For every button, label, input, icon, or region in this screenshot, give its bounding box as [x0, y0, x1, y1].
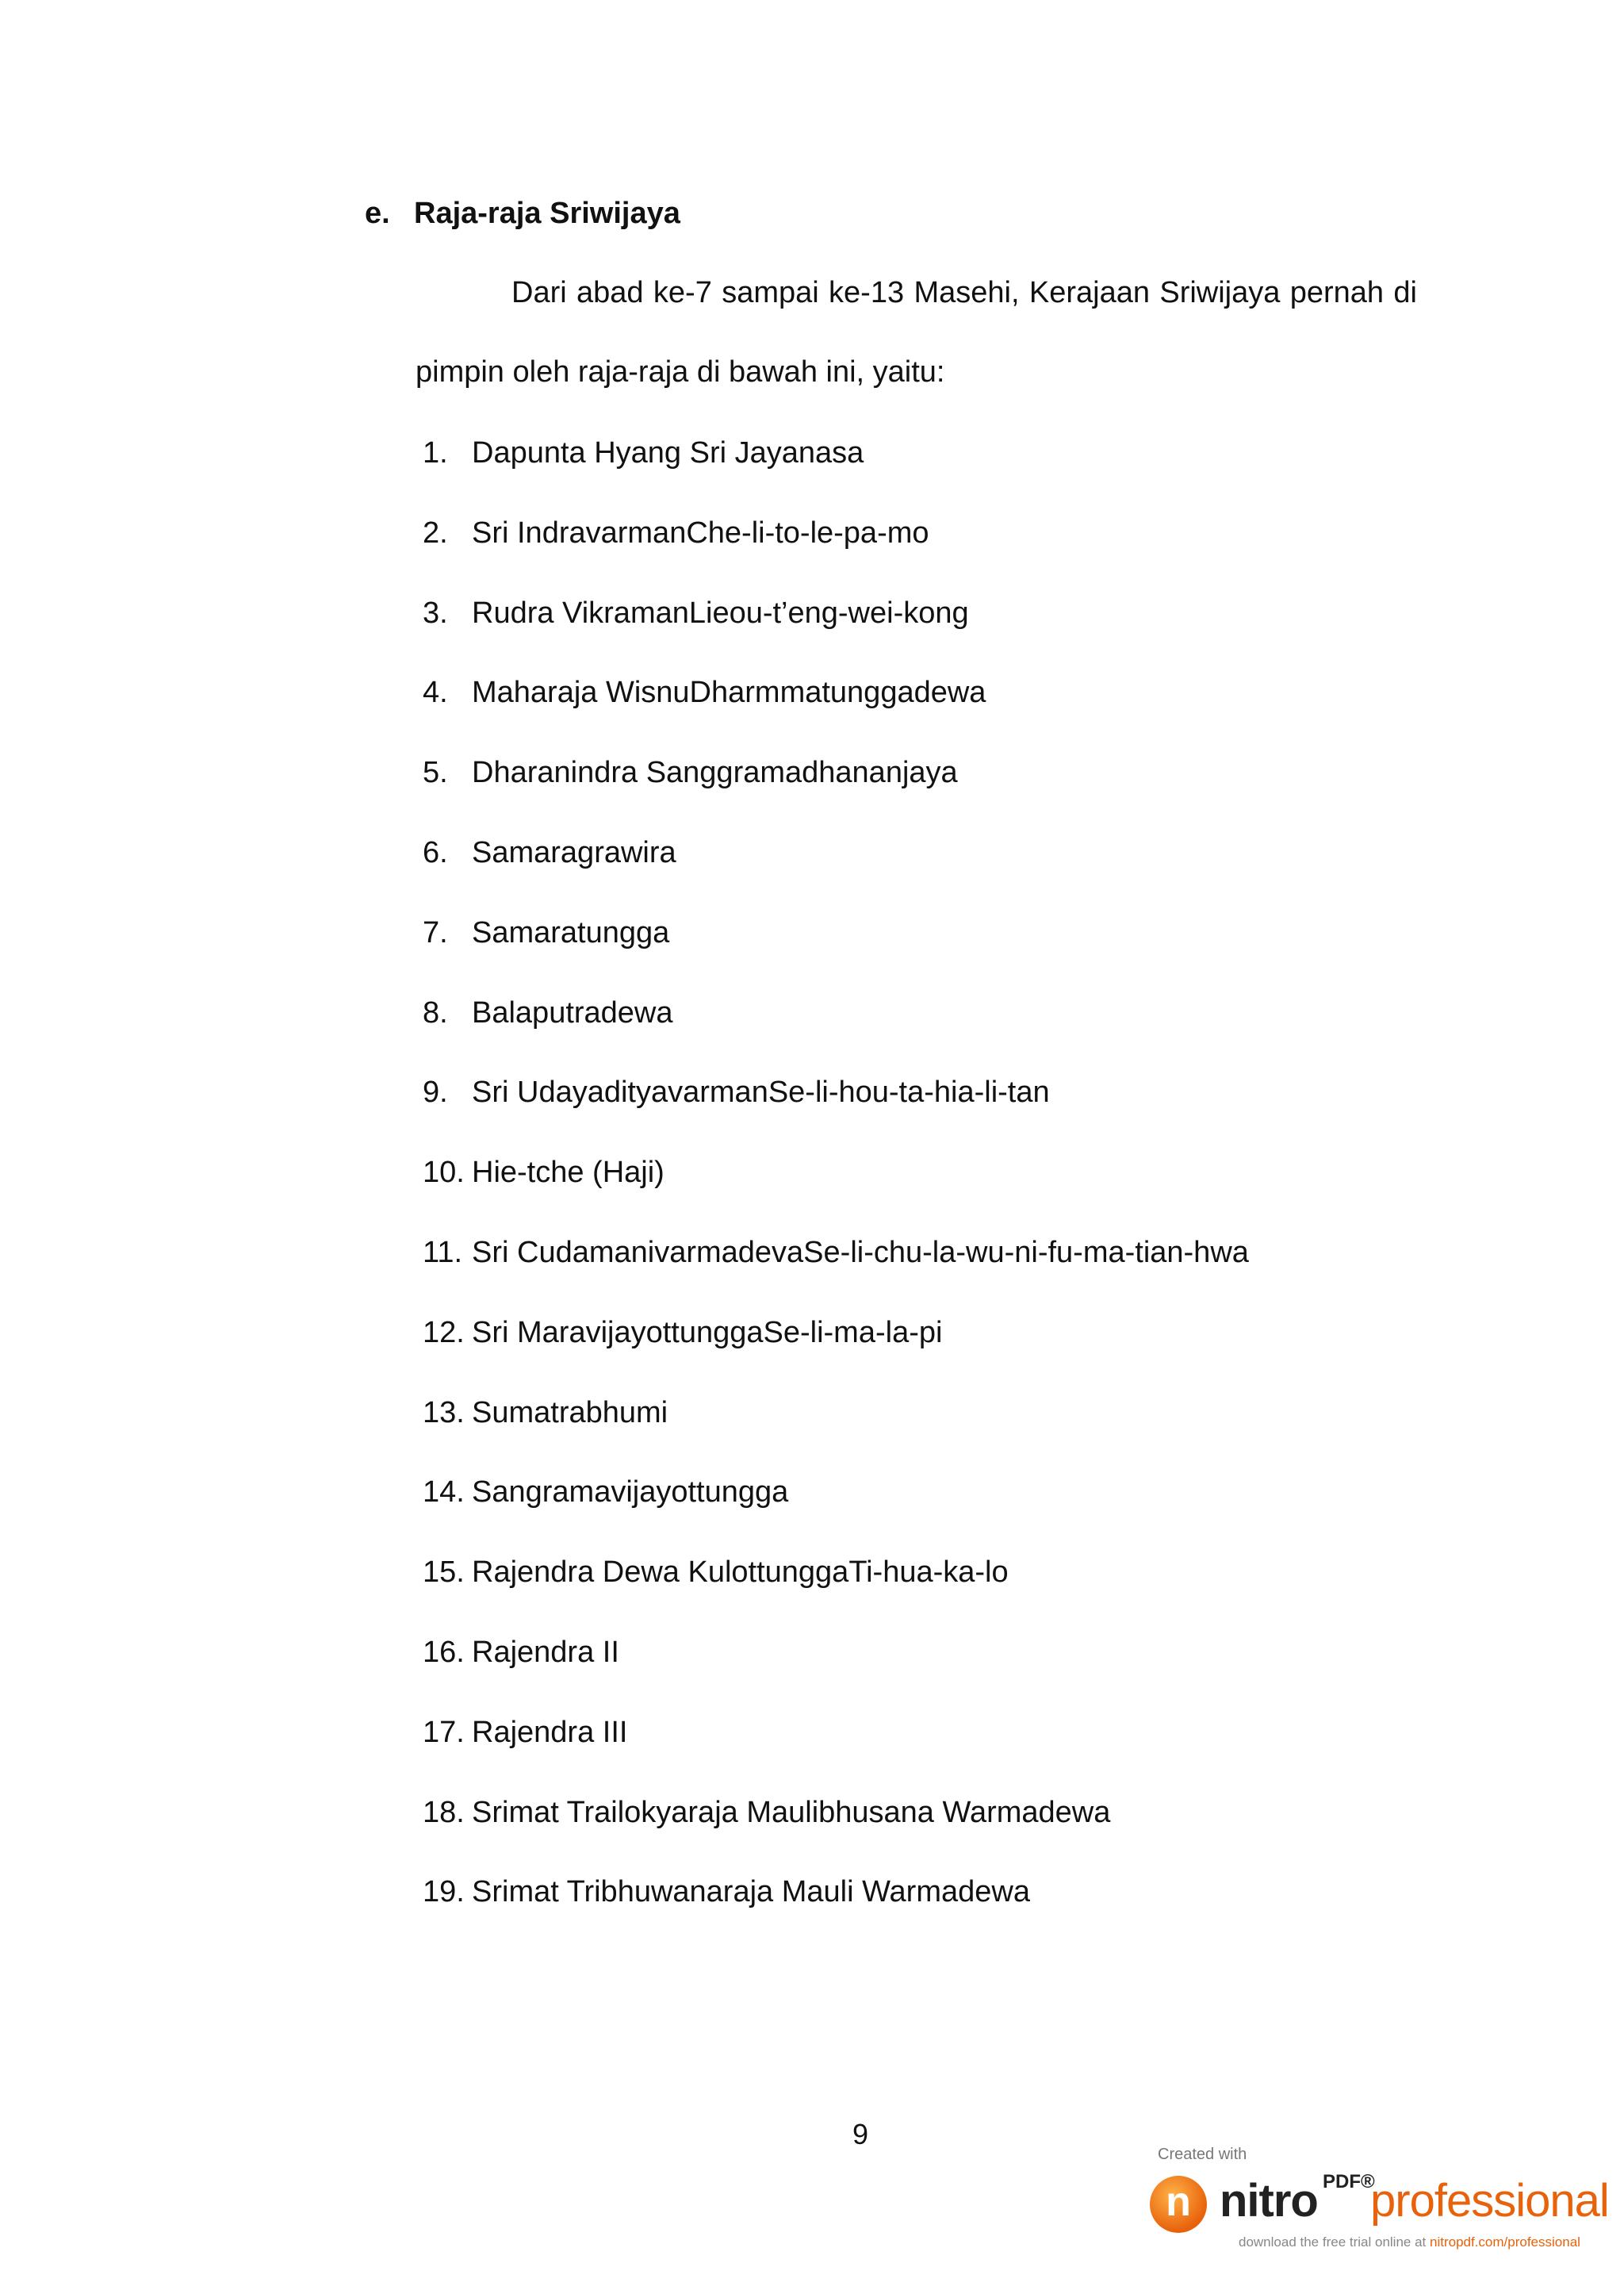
nitro-logo-icon: n [1150, 2176, 1207, 2233]
list-item-name: Rajendra III [472, 1715, 628, 1749]
list-item [423, 595, 1249, 675]
watermark-tagline-text: download the free trial online at [1239, 2234, 1427, 2250]
list-item-name: Samaragrawira [472, 835, 676, 869]
kings-list [423, 435, 1249, 1954]
list-item [423, 1554, 1249, 1634]
list-item-name: Sri IndravarmanChe-li-to-le-pa-mo [472, 516, 929, 550]
list-item-name: Rajendra Dewa KulottunggaTi-hua-ka-lo [472, 1555, 1009, 1590]
list-item-name: Sumatrabhumi [472, 1395, 668, 1429]
list-item-name: Sangramavijayottungga [472, 1475, 789, 1509]
list-item-name: Dapunta Hyang Sri Jayanasa [472, 436, 864, 470]
list-item [423, 674, 1249, 754]
nitro-watermark [1150, 2146, 1618, 2249]
list-item [423, 515, 1249, 595]
list-item-number: 4. [423, 676, 448, 710]
intro-paragraph-line-1: Dari abad ke-7 sampai ke-13 Masehi, Kerajaan Sriwijaya pernah di [511, 276, 1417, 309]
list-item [423, 834, 1249, 915]
list-item [423, 1074, 1249, 1154]
watermark-created-with: Created with [1158, 2146, 1247, 2163]
watermark-pdf-mark: PDF® [1323, 2171, 1375, 2192]
list-item-name: Samaratungga [472, 915, 670, 949]
list-item-name: Dharanindra Sanggramadhananjaya [472, 756, 958, 790]
list-item [423, 1394, 1249, 1475]
list-item-number: 18. [423, 1795, 465, 1829]
list-item-name: Srimat Tribhuwanaraja Mauli Warmadewa [472, 1875, 1030, 1909]
list-item-number: 11. [423, 1235, 463, 1269]
watermark-edition: professional [1370, 2175, 1609, 2227]
list-item [423, 1634, 1249, 1714]
list-item-number: 16. [423, 1635, 465, 1669]
list-item [423, 1874, 1249, 1954]
list-item-number: 17. [423, 1715, 465, 1749]
list-item-number: 6. [423, 835, 448, 869]
page-number: 9 [852, 2118, 869, 2150]
list-item-number: 14. [423, 1475, 465, 1509]
list-item-number: 13. [423, 1395, 465, 1429]
list-item [423, 754, 1249, 834]
section-heading [365, 197, 680, 231]
list-item [423, 1794, 1249, 1874]
list-item-name: Sri MaravijayottunggaSe-li-ma-la-pi [472, 1315, 943, 1349]
list-item [423, 1234, 1249, 1314]
list-item-number: 9. [423, 1076, 448, 1110]
list-item-number: 12. [423, 1315, 465, 1349]
watermark-brand: nitro [1220, 2175, 1318, 2227]
list-item-number: 7. [423, 915, 448, 949]
list-item-number: 8. [423, 995, 448, 1030]
list-item [423, 1154, 1249, 1234]
list-item [423, 1714, 1249, 1794]
watermark-url: nitropdf.com/professional [1430, 2234, 1580, 2250]
list-item [423, 435, 1249, 515]
list-item [423, 1474, 1249, 1554]
list-item-number: 15. [423, 1555, 465, 1590]
list-item [423, 995, 1249, 1075]
intro-paragraph-line-2: pimpin oleh raja-raja di bawah ini, yaitu: [416, 355, 945, 389]
list-item-name: Maharaja WisnuDharmmatunggadewa [472, 676, 986, 710]
list-item-number: 10. [423, 1156, 465, 1190]
list-item-name: Rajendra II [472, 1635, 619, 1669]
list-item-name: Hie-tche (Haji) [472, 1156, 665, 1190]
watermark-tagline [1239, 2234, 1580, 2250]
list-item [423, 1314, 1249, 1394]
list-item-name: Sri CudamanivarmadevaSe-li-chu-la-wu-ni-fu-ma-tian-hwa [472, 1235, 1249, 1269]
list-item-number: 19. [423, 1875, 465, 1909]
section-marker: e. [365, 197, 390, 230]
list-item-number: 1. [423, 436, 448, 470]
list-item-name: Srimat Trailokyaraja Maulibhusana Warmadewa [472, 1795, 1111, 1829]
list-item-name: Balaputradewa [472, 995, 673, 1030]
list-item-number: 3. [423, 596, 448, 630]
list-item-name: Rudra VikramanLieou-t’eng-wei-kong [472, 596, 969, 630]
list-item-name: Sri UdayadityavarmanSe-li-hou-ta-hia-li-tan [472, 1076, 1050, 1110]
list-item-number: 2. [423, 516, 448, 550]
list-item-number: 5. [423, 756, 448, 790]
list-item [423, 915, 1249, 995]
section-title: Raja-raja Sriwijaya [414, 197, 680, 230]
